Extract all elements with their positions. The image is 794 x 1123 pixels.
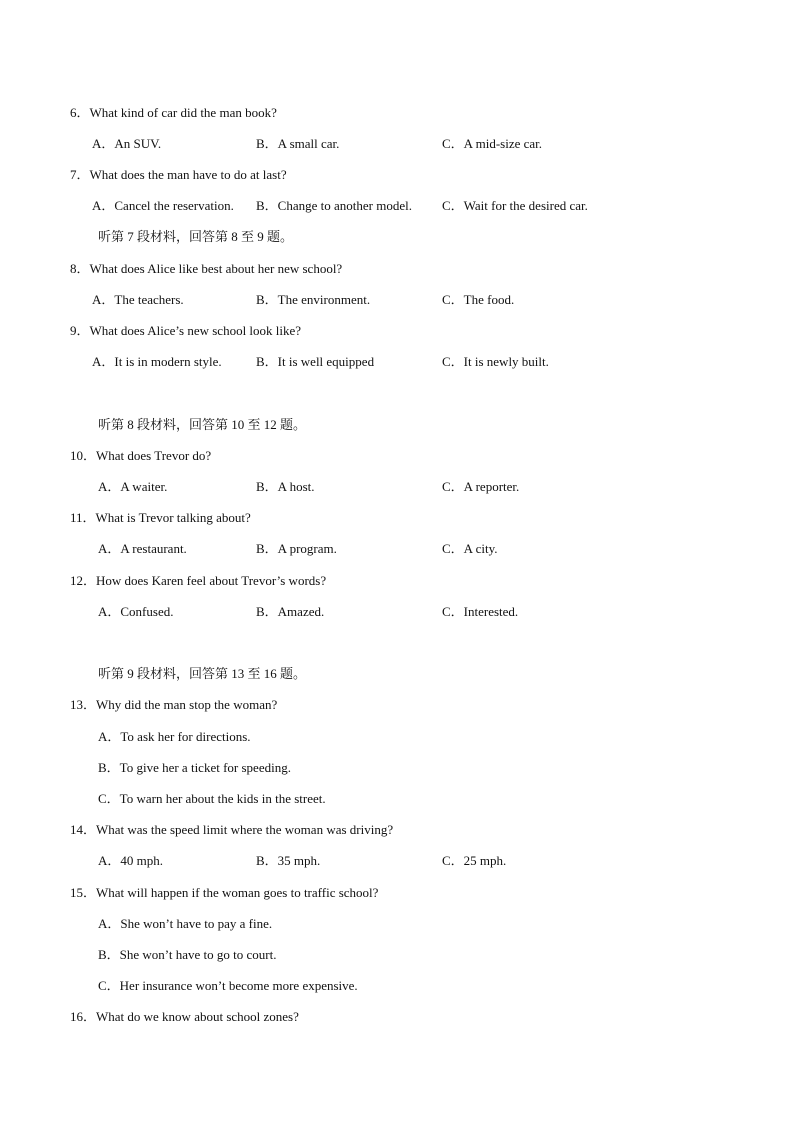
question-13: 13．Why did the man stop the woman?	[70, 697, 278, 712]
q6-option-a: A．An SUV.	[92, 136, 162, 151]
q6-option-b: B．A small car.	[256, 136, 340, 151]
section-7-instruction: 听第 7 段材料，回答第 8 至 9 题。	[98, 229, 294, 244]
q9-option-a: A．It is in modern style.	[92, 354, 222, 369]
q9-option-c: C．It is newly built.	[442, 354, 549, 369]
section-9-instruction: 听第 9 段材料，回答第 13 至 16 题。	[98, 666, 307, 681]
q15-option-b: B．She won’t have to go to court.	[98, 947, 277, 962]
q14-option-c: C．25 mph.	[442, 853, 507, 868]
question-12: 12．How does Karen feel about Trevor’s words?	[70, 573, 327, 588]
q12-option-b: B．Amazed.	[256, 604, 325, 619]
q8-option-c: C．The food.	[442, 292, 515, 307]
question-14: 14．What was the speed limit where the woman was driving?	[70, 822, 394, 837]
question-8: 8．What does Alice like best about her new school?	[70, 261, 343, 276]
q13-option-a: A．To ask her for directions.	[98, 729, 251, 744]
q13-option-c: C．To warn her about the kids in the street.	[98, 791, 326, 806]
q15-option-c: C．Her insurance won’t become more expensive.	[98, 978, 358, 993]
question-10: 10．What does Trevor do?	[70, 448, 212, 463]
q10-option-b: B．A host.	[256, 479, 315, 494]
q8-option-a: A．The teachers.	[92, 292, 184, 307]
q11-option-a: A．A restaurant.	[98, 541, 187, 556]
q11-option-b: B．A program.	[256, 541, 337, 556]
q8-option-b: B．The environment.	[256, 292, 371, 307]
q10-option-c: C．A reporter.	[442, 479, 520, 494]
question-7: 7．What does the man have to do at last?	[70, 167, 287, 182]
question-15: 15．What will happen if the woman goes to traffic school?	[70, 885, 379, 900]
q12-option-a: A．Confused.	[98, 604, 174, 619]
q14-option-a: A．40 mph.	[98, 853, 164, 868]
section-8-instruction: 听第 8 段材料，回答第 10 至 12 题。	[98, 417, 307, 432]
q7-option-a: A．Cancel the reservation.	[92, 198, 234, 213]
q15-option-a: A．She won’t have to pay a fine.	[98, 916, 273, 931]
question-6: 6．What kind of car did the man book?	[70, 105, 277, 120]
question-11: 11．What is Trevor talking about?	[70, 510, 251, 525]
q11-option-c: C．A city.	[442, 541, 498, 556]
question-9: 9．What does Alice’s new school look like?	[70, 323, 302, 338]
question-16: 16．What do we know about school zones?	[70, 1009, 299, 1024]
q12-option-c: C．Interested.	[442, 604, 519, 619]
q6-option-c: C．A mid-size car.	[442, 136, 543, 151]
q10-option-a: A．A waiter.	[98, 479, 168, 494]
q9-option-b: B．It is well equipped	[256, 354, 375, 369]
q7-option-c: C．Wait for the desired car.	[442, 198, 588, 213]
q7-option-b: B．Change to another model.	[256, 198, 412, 213]
q13-option-b: B．To give her a ticket for speeding.	[98, 760, 291, 775]
q14-option-b: B．35 mph.	[256, 853, 321, 868]
